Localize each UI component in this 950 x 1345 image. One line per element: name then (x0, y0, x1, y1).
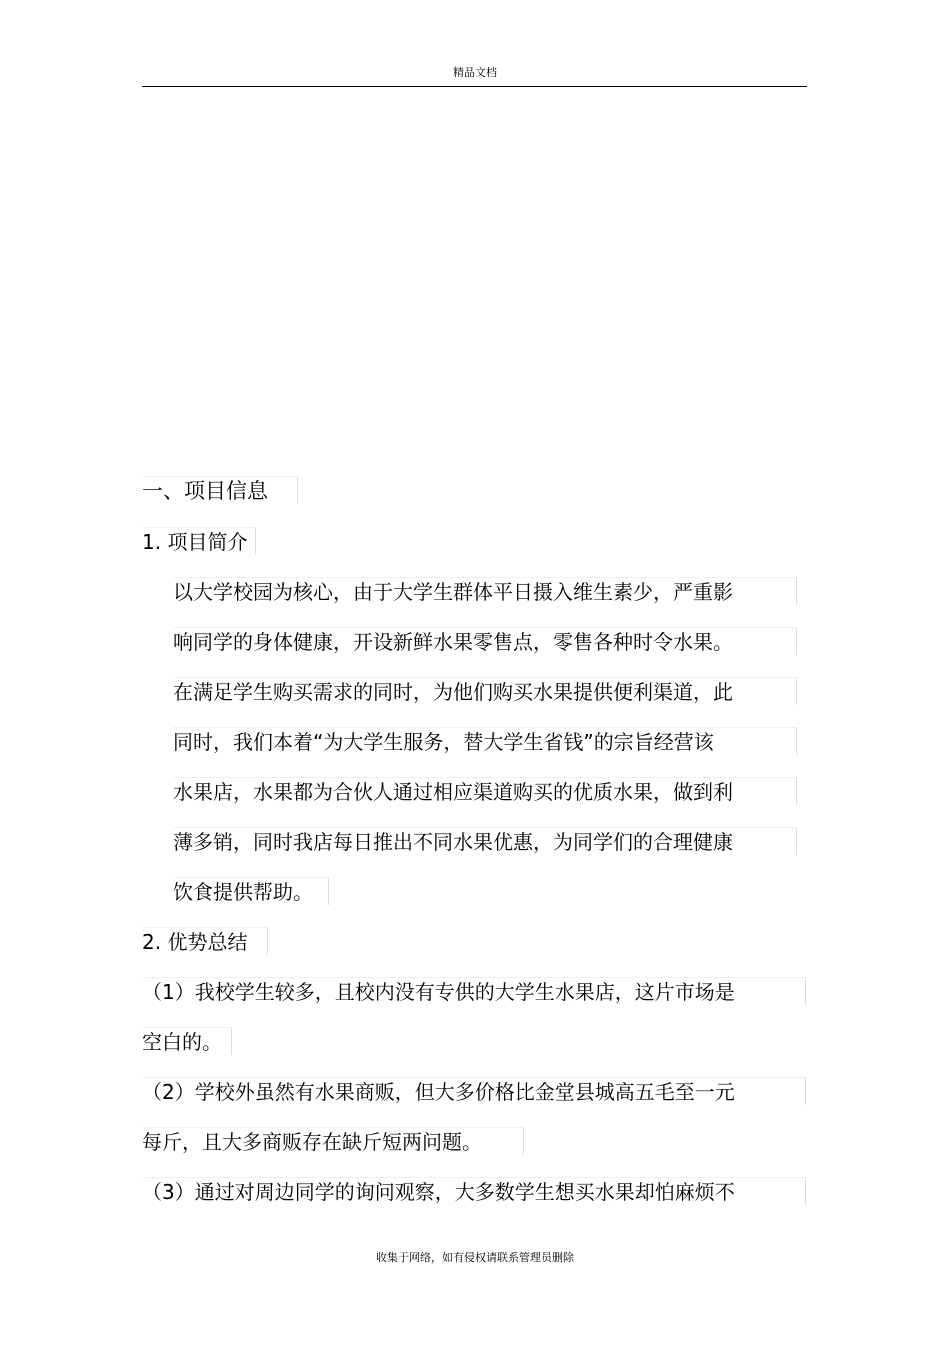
header-divider (142, 86, 807, 87)
advantage-line-3: （2）学校外虽然有水果商贩，但大多价格比金堂县城高五毛至一元 (142, 1077, 806, 1105)
intro-line-2: 响同学的身体健康，开设新鲜水果零售点，零售各种时令水果。 (173, 627, 797, 655)
intro-line-7: 饮食提供帮助。 (173, 877, 329, 905)
intro-line-6: 薄多销，同时我店每日推出不同水果优惠，为同学们的合理健康 (173, 827, 797, 855)
advantage-line-1: （1）我校学生较多，且校内没有专供的大学生水果店，这片市场是 (142, 977, 806, 1005)
section-title: 一、项目信息 (142, 476, 298, 504)
advantage-line-2: 空白的。 (142, 1027, 232, 1055)
intro-line-5: 水果店，水果都为合伙人通过相应渠道购买的优质水果，做到利 (173, 777, 797, 805)
page-header: 精品文档 (453, 66, 497, 79)
page-footer: 收集于网络，如有侵权请联系管理员删除 (376, 1251, 574, 1264)
subsection-title-intro: 1. 项目简介 (142, 527, 256, 555)
intro-line-1: 以大学校园为核心，由于大学生群体平日摄入维生素少，严重影 (173, 577, 797, 605)
intro-line-3: 在满足学生购买需求的同时，为他们购买水果提供便利渠道，此 (173, 677, 797, 705)
intro-line-4: 同时，我们本着“为大学生服务，替大学生省钱”的宗旨经营该 (173, 727, 797, 755)
subsection-title-advantages: 2. 优势总结 (142, 927, 268, 955)
advantage-line-4: 每斤，且大多商贩存在缺斤短两问题。 (142, 1127, 524, 1155)
advantage-line-5: （3）通过对周边同学的询问观察，大多数学生想买水果却怕麻烦不 (142, 1177, 806, 1205)
